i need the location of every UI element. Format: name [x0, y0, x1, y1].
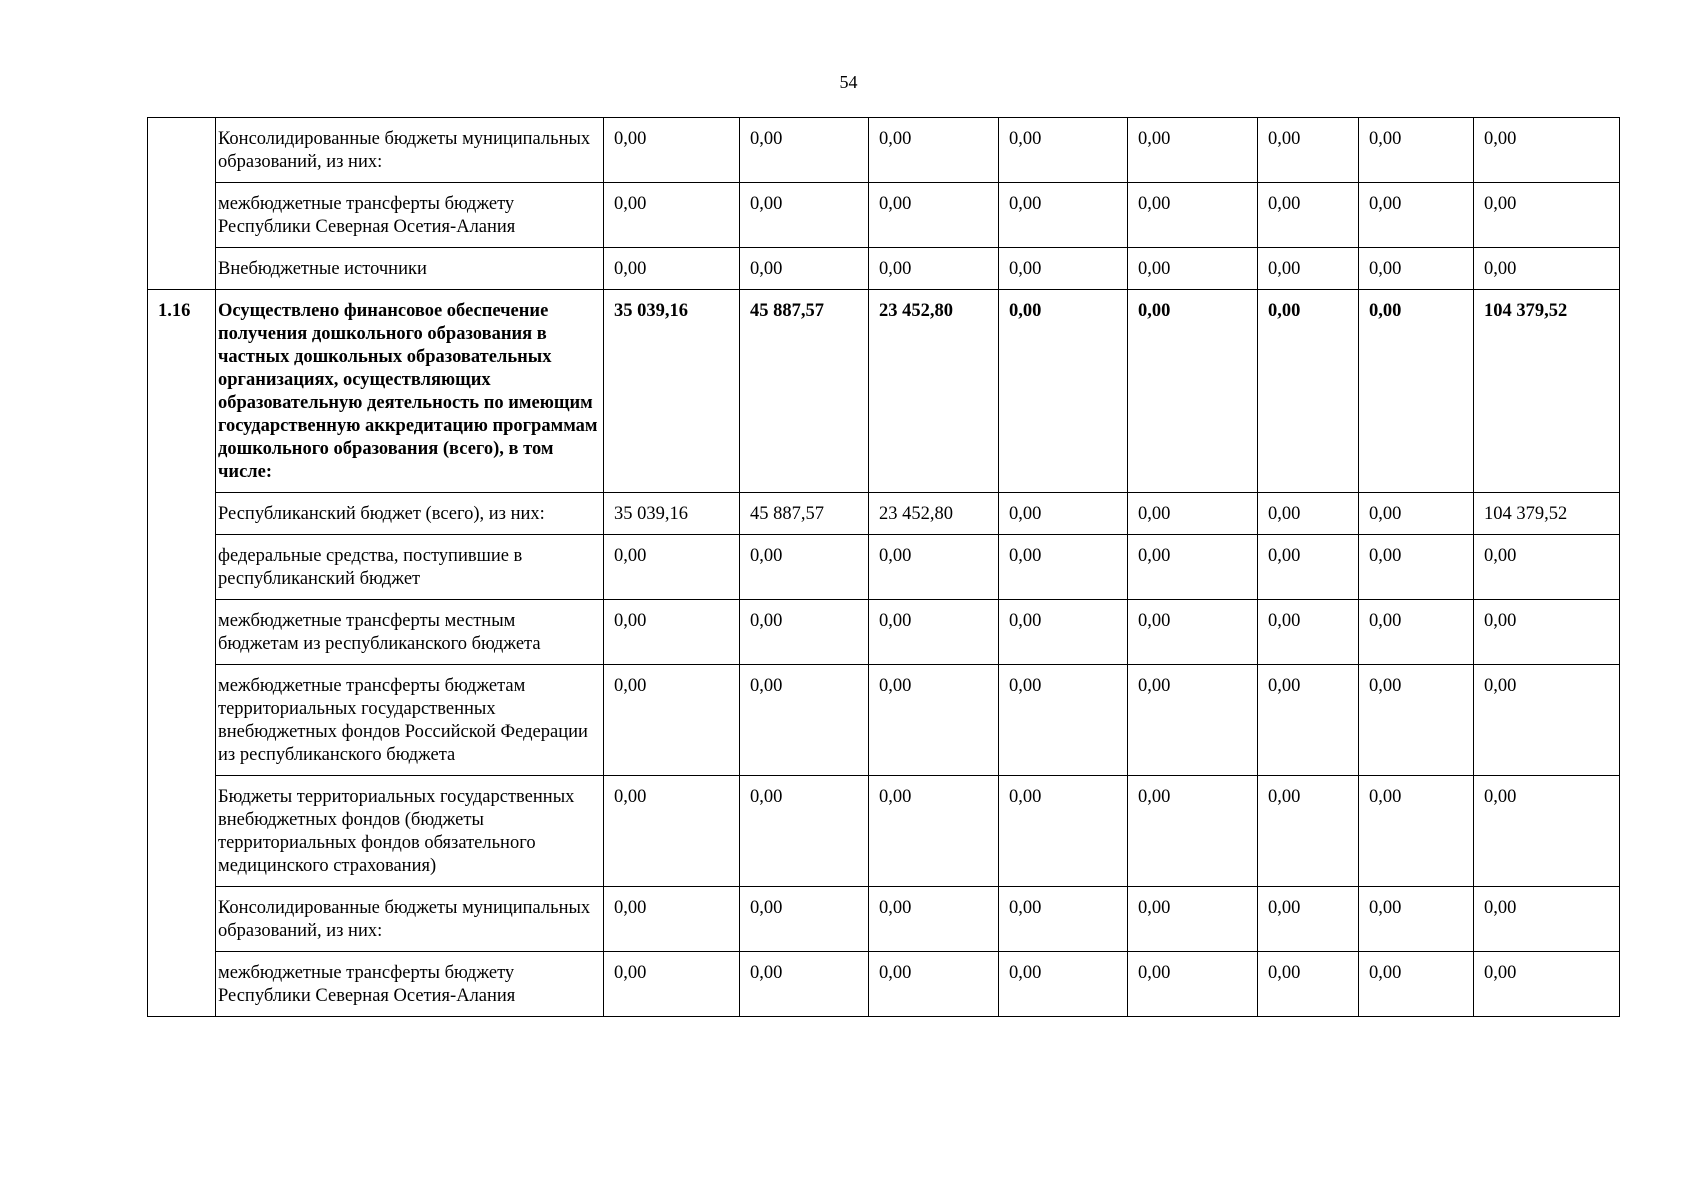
- value-cell: 0,00: [740, 600, 869, 665]
- value-cell: 0,00: [869, 535, 999, 600]
- table-row: [148, 535, 1620, 600]
- value-cell: 0,00: [604, 665, 740, 776]
- table-row: [148, 665, 1620, 776]
- value-cell: 104 379,52: [1474, 290, 1620, 493]
- value-cell: 0,00: [869, 952, 999, 1017]
- value-cell: 0,00: [1359, 493, 1474, 535]
- value-cell: 0,00: [1128, 535, 1258, 600]
- value-cell: 0,00: [999, 887, 1128, 952]
- value-cell: 0,00: [869, 665, 999, 776]
- value-cell: 0,00: [1359, 290, 1474, 493]
- value-cell: 0,00: [604, 183, 740, 248]
- value-cell: 0,00: [1128, 776, 1258, 887]
- value-cell: 0,00: [604, 535, 740, 600]
- value-cell: 0,00: [740, 665, 869, 776]
- value-cell: 0,00: [1258, 290, 1359, 493]
- value-cell: 104 379,52: [1474, 493, 1620, 535]
- value-cell: 0,00: [1474, 776, 1620, 887]
- value-cell: 0,00: [1128, 600, 1258, 665]
- value-cell: 0,00: [604, 118, 740, 183]
- value-cell: 0,00: [1258, 665, 1359, 776]
- value-cell: 0,00: [1258, 118, 1359, 183]
- budget-table: [147, 117, 1620, 1017]
- value-cell: 0,00: [999, 183, 1128, 248]
- value-cell: 0,00: [1128, 665, 1258, 776]
- value-cell: 0,00: [869, 248, 999, 290]
- value-cell: 0,00: [1474, 665, 1620, 776]
- value-cell: 0,00: [1359, 952, 1474, 1017]
- value-cell: 0,00: [604, 600, 740, 665]
- value-cell: 0,00: [1128, 290, 1258, 493]
- value-cell: 0,00: [740, 248, 869, 290]
- row-label: Осуществлено финансовое обеспечение получения дошкольного образования в частных дошкольных образовательных организациях, осуществляющих образовательную деятельность по имеющим государственную аккредитацию программам дошкольного образования (всего), в том числе:: [216, 290, 604, 493]
- value-cell: 0,00: [1128, 493, 1258, 535]
- table-row: [148, 118, 1620, 183]
- value-cell: 0,00: [1258, 493, 1359, 535]
- table-row: [148, 183, 1620, 248]
- row-code-cell: [148, 118, 216, 290]
- value-cell: 0,00: [1474, 248, 1620, 290]
- value-cell: 0,00: [999, 290, 1128, 493]
- table-row: [148, 290, 1620, 493]
- value-cell: 0,00: [869, 118, 999, 183]
- value-cell: 0,00: [869, 600, 999, 665]
- value-cell: 0,00: [1128, 183, 1258, 248]
- value-cell: 0,00: [740, 535, 869, 600]
- value-cell: 0,00: [740, 183, 869, 248]
- table-body: [148, 118, 1620, 1017]
- value-cell: 0,00: [740, 887, 869, 952]
- value-cell: 0,00: [1474, 952, 1620, 1017]
- value-cell: 0,00: [1359, 887, 1474, 952]
- value-cell: 0,00: [604, 776, 740, 887]
- value-cell: 23 452,80: [869, 493, 999, 535]
- table-row: [148, 776, 1620, 887]
- value-cell: 0,00: [1258, 887, 1359, 952]
- value-cell: 0,00: [999, 535, 1128, 600]
- value-cell: 0,00: [999, 600, 1128, 665]
- value-cell: 35 039,16: [604, 290, 740, 493]
- row-label: Республиканский бюджет (всего), из них:: [216, 493, 604, 535]
- value-cell: 0,00: [869, 776, 999, 887]
- value-cell: 0,00: [1258, 248, 1359, 290]
- table-row: [148, 887, 1620, 952]
- value-cell: 0,00: [1128, 952, 1258, 1017]
- value-cell: 0,00: [1359, 600, 1474, 665]
- value-cell: 0,00: [1474, 887, 1620, 952]
- table-row: [148, 600, 1620, 665]
- value-cell: 0,00: [1474, 535, 1620, 600]
- value-cell: 0,00: [999, 665, 1128, 776]
- value-cell: 0,00: [999, 776, 1128, 887]
- value-cell: 35 039,16: [604, 493, 740, 535]
- row-label: Бюджеты территориальных государственных внебюджетных фондов (бюджеты территориальных фондов обязательного медицинского страхования): [216, 776, 604, 887]
- value-cell: 0,00: [1359, 776, 1474, 887]
- row-label: Консолидированные бюджеты муниципальных образований, из них:: [216, 887, 604, 952]
- value-cell: 0,00: [604, 952, 740, 1017]
- row-code: 1.16: [158, 301, 191, 321]
- value-cell: 0,00: [740, 118, 869, 183]
- value-cell: 0,00: [1474, 183, 1620, 248]
- table-row: [148, 952, 1620, 1017]
- value-cell: 45 887,57: [740, 493, 869, 535]
- value-cell: 0,00: [1474, 118, 1620, 183]
- value-cell: 0,00: [1359, 535, 1474, 600]
- row-label: межбюджетные трансферты местным бюджетам из республиканского бюджета: [216, 600, 604, 665]
- value-cell: 0,00: [999, 118, 1128, 183]
- row-label: межбюджетные трансферты бюджету Республики Северная Осетия-Алания: [216, 183, 604, 248]
- table-row: [148, 248, 1620, 290]
- value-cell: 0,00: [604, 887, 740, 952]
- row-label: Внебюджетные источники: [216, 248, 604, 290]
- row-label: федеральные средства, поступившие в республиканский бюджет: [216, 535, 604, 600]
- value-cell: 0,00: [869, 183, 999, 248]
- row-label: межбюджетные трансферты бюджету Республики Северная Осетия-Алания: [216, 952, 604, 1017]
- value-cell: 0,00: [1128, 118, 1258, 183]
- row-label: Консолидированные бюджеты муниципальных образований, из них:: [216, 118, 604, 183]
- row-code-cell: [148, 290, 216, 1017]
- value-cell: 0,00: [1359, 248, 1474, 290]
- value-cell: 0,00: [1474, 600, 1620, 665]
- value-cell: 0,00: [1128, 248, 1258, 290]
- row-label: межбюджетные трансферты бюджетам территориальных государственных внебюджетных фондов Российской Федерации из республиканского бюджета: [216, 665, 604, 776]
- table-row: [148, 493, 1620, 535]
- value-cell: 0,00: [1359, 665, 1474, 776]
- value-cell: 0,00: [999, 952, 1128, 1017]
- value-cell: 0,00: [1128, 887, 1258, 952]
- value-cell: 0,00: [1258, 776, 1359, 887]
- value-cell: 45 887,57: [740, 290, 869, 493]
- value-cell: 0,00: [604, 248, 740, 290]
- value-cell: 0,00: [1258, 952, 1359, 1017]
- value-cell: 0,00: [1359, 118, 1474, 183]
- value-cell: 0,00: [740, 776, 869, 887]
- value-cell: 23 452,80: [869, 290, 999, 493]
- value-cell: 0,00: [999, 248, 1128, 290]
- value-cell: 0,00: [1258, 183, 1359, 248]
- value-cell: 0,00: [1258, 535, 1359, 600]
- value-cell: 0,00: [1359, 183, 1474, 248]
- page-number: 54: [839, 72, 858, 92]
- value-cell: 0,00: [740, 952, 869, 1017]
- value-cell: 0,00: [1258, 600, 1359, 665]
- value-cell: 0,00: [999, 493, 1128, 535]
- value-cell: 0,00: [869, 887, 999, 952]
